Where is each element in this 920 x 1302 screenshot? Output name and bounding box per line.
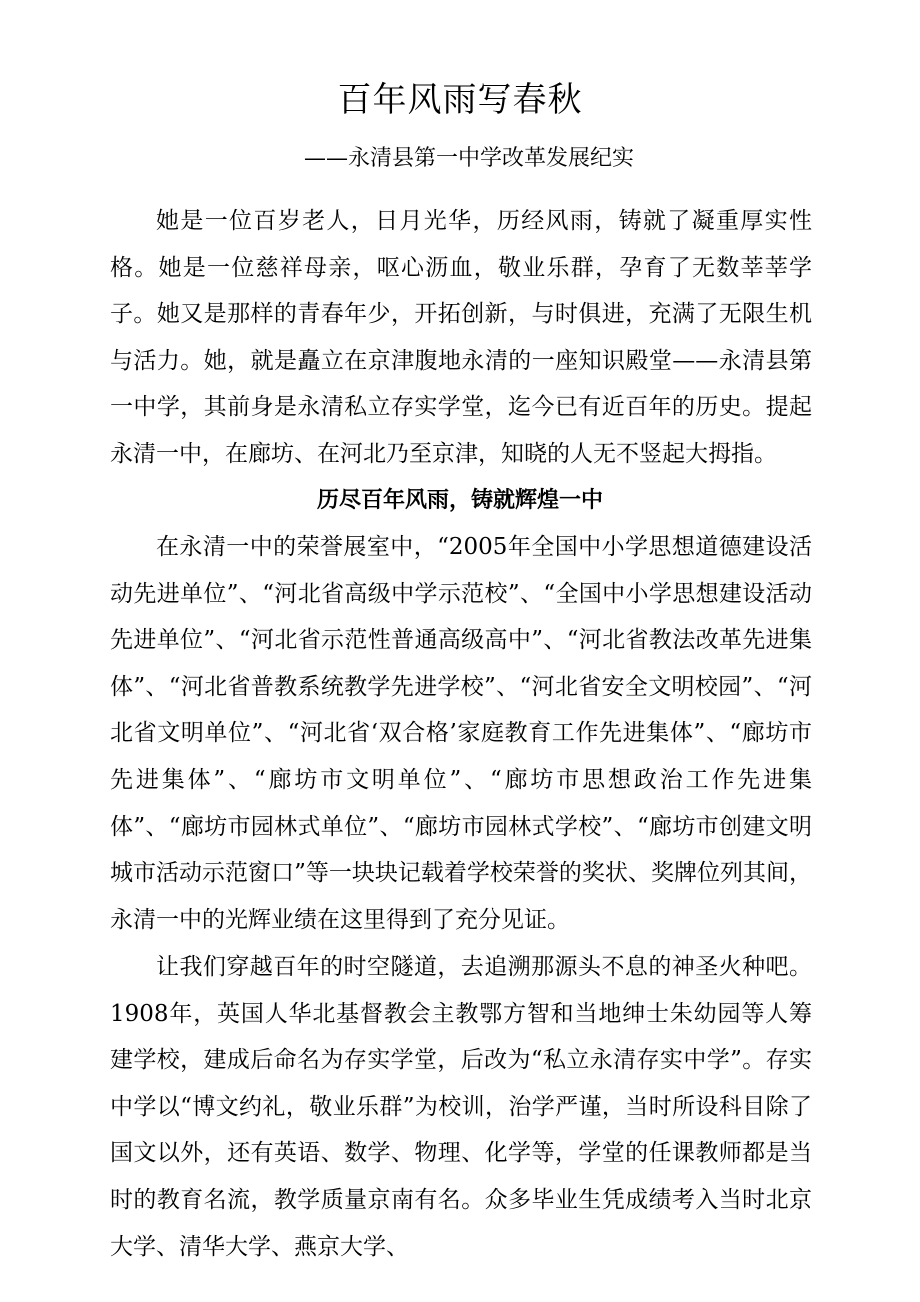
section-heading: 历尽百年风雨，铸就辉煌一中 (316, 488, 603, 513)
document-subtitle: ——永清县第一中学改革发展纪实 (304, 146, 635, 171)
paragraph-history: 让我们穿越百年的时空隧道，去追溯那源头不息的神圣火种吧。1908年，英国人华北基督教会主教鄂方智和当地绅士朱幼园等人筹建学校，建成后命名为存实学堂，后改为“私立永清存实中学”。存实中学以“博文约礼，敬业乐群”为校训，治学严谨，当时所设科目除了国文以外，还有英语、数学、物理、化学等，学堂的任课教师都是当时的教育名流，教学质量京南有名。众多毕业生凭成绩考入当时北京大学、清华大学、燕京大学、 (110, 954, 812, 1260)
document-title: 百年风雨写春秋 (337, 80, 583, 120)
paragraph-intro: 她是一位百岁老人，日月光华，历经风雨，铸就了凝重厚实性格。她是一位慈祥母亲，呕心沥血，敬业乐群，孕育了无数莘莘学子。她又是那样的青春年少，开拓创新，与时俱进，充满了无限生机与活力。她，就是矗立在京津腹地永清的一座知识殿堂——永清县第一中学，其前身是永清私立存实学堂，迄今已有近百年的历史。提起永清一中，在廊坊、在河北乃至京津，知晓的人无不竖起大拇指。 (110, 208, 812, 467)
paragraph-honors: 在永清一中的荣誉展室中，“2005年全国中小学思想道德建设活动先进单位”、“河北省高级中学示范校”、“全国中小学思想建设活动先进单位”、“河北省示范性普通高级高中”、“河北省教法改革先进集体”、“河北省普教系统教学先进学校”、“河北省安全文明校园”、“河北省文明单位”、“河北省‘双合格’家庭教育工作先进集体”、“廊坊市先进集体”、“廊坊市文明单位”、“廊坊市思想政治工作先进集体”、“廊坊市园林式单位”、“廊坊市园林式学校”、“廊坊市创建文明城市活动示范窗口”等一块块记载着学校荣誉的奖状、奖牌位列其间，永清一中的光辉业绩在这里得到了充分见证。 (110, 534, 812, 933)
